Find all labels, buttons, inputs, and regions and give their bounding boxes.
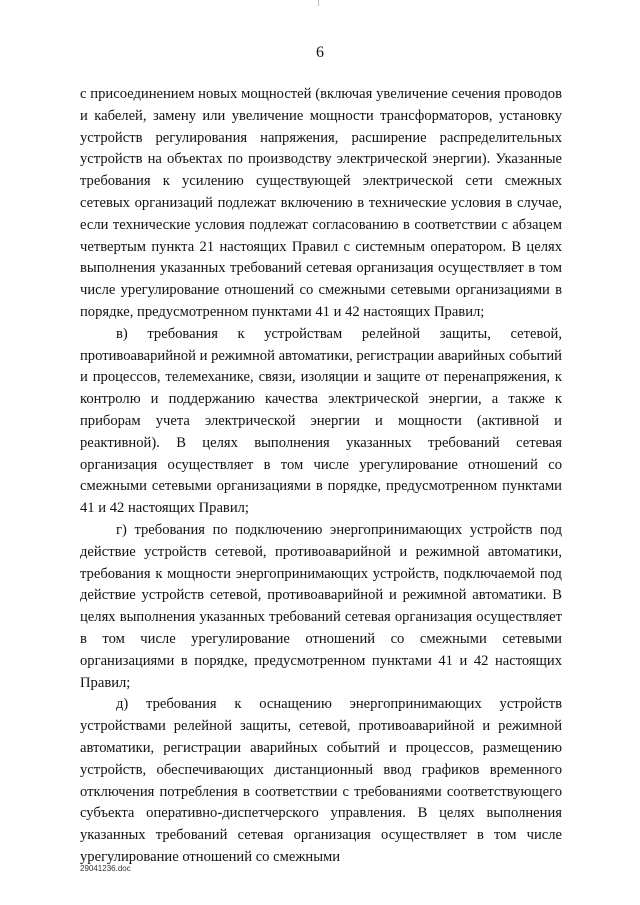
paragraph-item-d: д) требования к оснащению энергопринимающих устройств устройствами релейной защиты, сетевой, противоаварийной и режимной автоматики, регистрации аварийных событий и процессов, размещению устройств, обеспечивающих дистанционный ввод графиков временного отключения потребления в соответствии с требованиями соответствующего субъекта оперативно-диспетчерского управления. В целях выполнения указанных требований сетевая организация осуществляет в том числе урегулирование отношений со смежными	[80, 696, 562, 865]
page-number: 6	[316, 44, 324, 61]
document-body	[80, 84, 562, 869]
paragraph-item-v: в) требования к устройствам релейной защиты, сетевой, противоаварийной и режимной автоматики, регистрации аварийных событий и процессов, телемеханике, связи, изоляции и защите от перенапряжения, к контролю и поддержанию качества электрической энергии, а также к приборам учета электрической энергии и мощности (активной и реактивной). В целях выполнения указанных требований сетевая организация осуществляет в том числе урегулирование отношений со смежными сетевыми организациями в порядке, предусмотренном пунктами 41 и 42 настоящих Правил;	[80, 325, 562, 517]
scan-mark	[318, 0, 319, 6]
paragraph-continuation: с присоединением новых мощностей (включая увеличение сечения проводов и кабелей, замену или увеличение мощности трансформаторов, установку устройств регулирования напряжения, расширение распределительных устройств на объектах по производству электрической энергии). Указанные требования к усилению существующей электрической сети смежных сетевых организаций подлежат включению в технические условия в случае, если технические условия подлежат согласованию в соответствии с абзацем четвертым пункта 21 настоящих Правил с системным оператором. В целях выполнения указанных требований сетевая организация осуществляет в том числе урегулирование отношений со смежными сетевыми организациями в порядке, предусмотренном пунктами 41 и 42 настоящих Правил;	[80, 86, 562, 320]
paragraph-item-g: г) требования по подключению энергопринимающих устройств под действие устройств сетевой, противоаварийной и режимной автоматики, требования к мощности энергопринимающих устройств, подключаемой под действие устройств сетевой, противоаварийной и режимной автоматики. В целях выполнения указанных требований сетевая организация осуществляет в том числе урегулирование отношений со смежными сетевыми организациями в порядке, предусмотренном пунктами 41 и 42 настоящих Правил;	[80, 521, 562, 691]
footer-filename: 29041236.doc	[80, 864, 131, 873]
